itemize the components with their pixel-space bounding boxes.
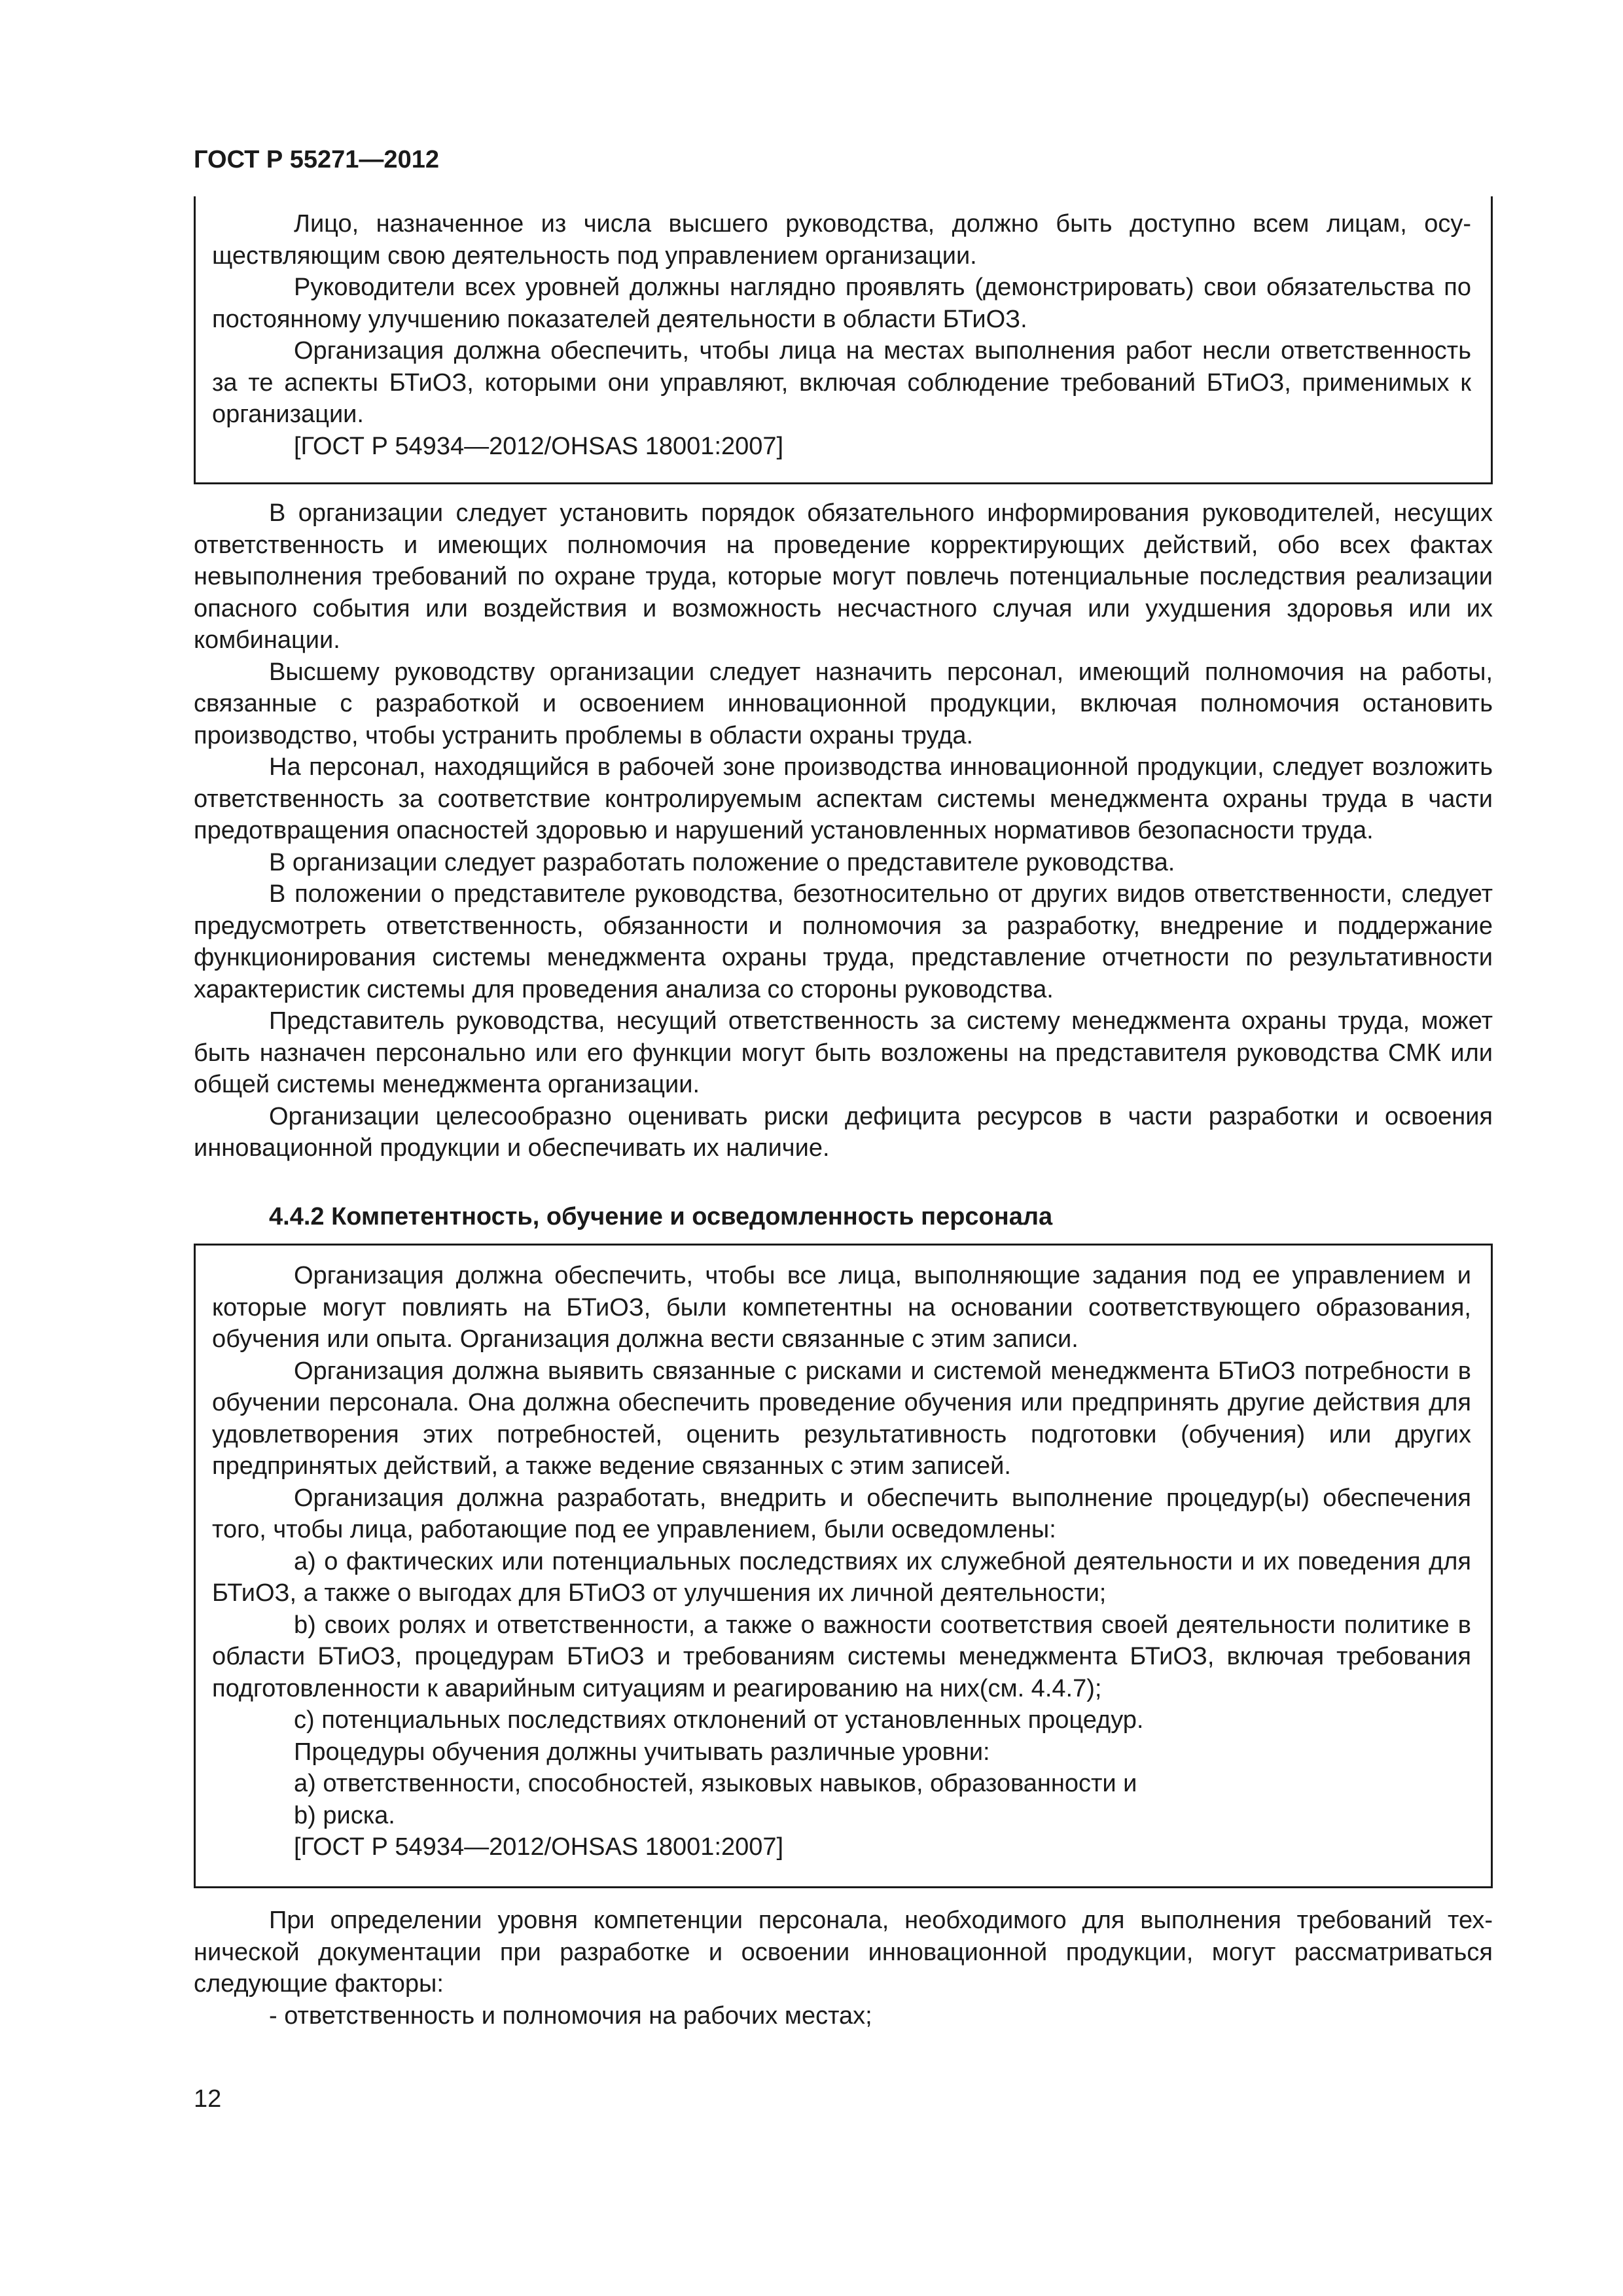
quote-list-item: а) о фактических или потенциальных последствиях их служебной деятельности и их поведения для БТиОЗ, а также о выгодах для БТиОЗ от улучшения их личной деятельности; [212,1547,1471,1607]
quote-box-responsibilities [194,196,1493,484]
page-number: 12 [194,2085,222,2113]
quote-paragraph: Руководители всех уровней должны наглядно проявлять (демонстрировать) свои обязательства по постоянному улучшению показателей деятельности в области БТиОЗ. [212,274,1471,333]
quote-paragraph: Процедуры обучения должны учитывать различные уровни: [294,1738,990,1766]
body-paragraph: В организации следует разработать положение о представителе руководства. [269,848,1175,876]
quote-reference: [ГОСТ Р 54934—2012/OHSAS 18001:2007] [294,432,784,460]
quote-reference: [ГОСТ Р 54934—2012/OHSAS 18001:2007] [294,1833,784,1861]
body-paragraph: При определении уровня компетенции персонала, необходимого для выполнения требований технической документации при разработке и освоении инновационной продукции, могут рассматриваться следующие факторы: [194,1907,1493,1998]
quote-paragraph: Организация должна разработать, внедрить и обеспечить выполнение процедур(ы) обеспечения того, чтобы лица, работающие под ее управлением, были осведомлены: [212,1484,1471,1543]
quote-paragraph: Организация должна обеспечить, чтобы все лица, выполняющие задания под ее управлением и которые могут повлиять на БТиОЗ, были компетентны на основании соответствующего образования, обучения или опыта. Организация должна вести связанные с этим записи. [212,1262,1471,1353]
body-paragraph: В положении о представителе руководства, безотносительно от других видов ответственности, следует предусмотреть ответственность, обязанности и полномочия за разработку, внедрение и поддержание функционирования системы менеджмента охраны труда, представление отчетности по результативности характеристик системы для проведения анализа со стороны руководства. [194,880,1493,1003]
document-header: ГОСТ Р 55271—2012 [194,146,439,173]
quote-list-item: b) риска. [294,1801,395,1829]
section-heading: 4.4.2 Компетентность, обучение и осведомленность персонала [269,1203,1053,1230]
body-paragraph: На персонал, находящийся в рабочей зоне производства инновационной продукции, следует возложить ответственность за соответствие контролируемым аспектам системы менеджмента охраны труда в части предотвращения опасностей здоровью и нарушений установленных нормативов безопасности труда. [194,753,1493,844]
body-paragraph: Высшему руководству организации следует назначить персонал, имеющий полномочия на работы, связанные с разработкой и освоением инновационной продукции, включая полномочия остановить производство, чтобы устранить проблемы в области охраны труда. [194,658,1493,749]
section-heading-wrap [194,1201,1493,1233]
body-paragraph: Представитель руководства, несущий ответственность за систему менеджмента охраны труда, может быть назначен персонально или его функции могут быть возложены на представителя руководства СМК или общей системы менеджмента организации. [194,1007,1493,1098]
quote-paragraph: Лицо, назначенное из числа высшего руководства, должно быть доступно всем лицам, осуществляющим свою деятельность под управлением организации. [212,210,1471,270]
body-text-section-1 [194,497,1493,1164]
quote-list-item: b) своих ролях и ответственности, а также о важности соответствия своей деятельности политике в области БТиОЗ, процедурам БТиОЗ и требованиям системы менеджмента БТиОЗ, включая требования подготовленности к аварийным ситуациям и реагированию на них(см. 4.4.7); [212,1611,1471,1702]
quote-paragraph: Организация должна выявить связанные с рисками и системой менеджмента БТиОЗ потребности в обучении персонала. Она должна обеспечить проведение обучения или предпринять другие действия для удовлетворения этих потребностей, оценить результативность подготовки (обучения) или других предпринятых действий, а также ведение связанных с этим записей. [212,1357,1471,1480]
quote-list-item: а) ответственности, способностей, языковых навыков, образованности и [294,1770,1137,1797]
body-paragraph: Организации целесообразно оценивать риски дефицита ресурсов в части разработки и освоения инновационной продукции и обеспечивать их наличие. [194,1102,1493,1162]
body-text-section-2 [194,1905,1493,2032]
body-list-item: - ответственность и полномочия на рабочих местах; [269,2001,872,2030]
quote-paragraph: Организация должна обеспечить, чтобы лица на местах выполнения работ несли ответственность за те аспекты БТиОЗ, которыми они управляют, включая соблюдение требований БТиОЗ, применимых к организации. [212,337,1471,428]
quote-list-item: с) потенциальных последствиях отклонений от установленных процедур. [294,1706,1144,1734]
quote-box-competence [194,1244,1493,1888]
body-paragraph: В организации следует установить порядок обязательного информирования руководителей, несущих ответственность и имеющих полномочия на проведение корректирующих действий, обо всех фактах невыполнения требований по охране труда, которые могут повлечь потенциальные последствия реализации опасного события или воздействия и возможность несчастного случая или ухудшения здоровья или их комбинации. [194,499,1493,654]
